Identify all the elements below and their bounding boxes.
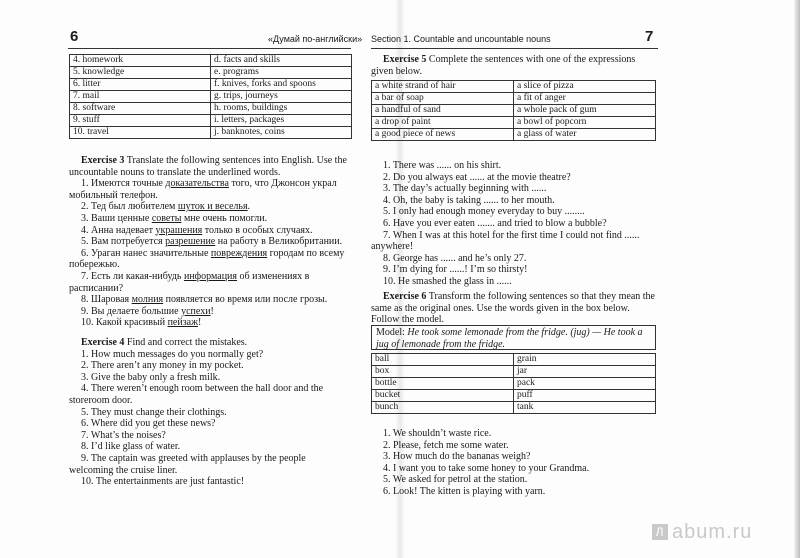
exercise-title: Exercise 6 bbox=[383, 291, 427, 302]
table-row bbox=[372, 81, 656, 93]
table-cell: ball bbox=[372, 354, 514, 366]
table-cell: a whole pack of gum bbox=[514, 105, 656, 117]
list-item: 6. Have you ever eaten ....... and tried to blow a bubble? bbox=[383, 217, 607, 229]
model-label: Model: bbox=[376, 327, 405, 338]
table-row bbox=[372, 354, 656, 366]
exercise-instruction: Complete the sentences with one of the expressions given below. bbox=[371, 54, 636, 77]
underlined-word: доказательства bbox=[165, 178, 229, 190]
watermark bbox=[652, 521, 752, 544]
exercise-title: Exercise 3 bbox=[81, 155, 125, 166]
table-row bbox=[372, 366, 656, 378]
table-cell: g. trips, journeys bbox=[211, 91, 352, 103]
sentence-text: 9. Вы делаете большие bbox=[81, 305, 182, 317]
running-head: Section 1. Countable and uncountable nouns bbox=[371, 34, 551, 44]
watermark-badge: Л bbox=[652, 524, 668, 540]
table-row bbox=[70, 55, 352, 67]
exercise-instruction: Transform the following sentences so that they mean the same as the original ones. Use the words given in the box below. Follow the model. bbox=[371, 291, 655, 326]
table-cell: jar bbox=[514, 366, 656, 378]
model-box bbox=[371, 325, 656, 350]
underlined-word: разрешение bbox=[165, 236, 216, 248]
table-row bbox=[70, 115, 352, 127]
exercise-instruction: Translate the following sentences into English. Use the uncountable nouns to translate the underlined words. bbox=[69, 155, 347, 178]
list-item bbox=[69, 225, 352, 237]
table-cell: bucket bbox=[372, 390, 514, 402]
sentence-text: только в особых случаях. bbox=[202, 224, 313, 236]
sentence-text: появляется во время или после грозы. bbox=[163, 294, 328, 306]
table-cell: a slice of pizza bbox=[514, 81, 656, 93]
table-cell: i. letters, packages bbox=[211, 115, 352, 127]
table-row bbox=[372, 105, 656, 117]
table-cell: 5. knowledge bbox=[70, 67, 211, 79]
table-cell: grain bbox=[514, 354, 656, 366]
table-row bbox=[70, 79, 352, 91]
table-cell: a handful of sand bbox=[372, 105, 514, 117]
sentence-text: 4. Анна надевает bbox=[81, 224, 156, 236]
table-cell: a good piece of news bbox=[372, 129, 514, 141]
list-item: 6. Where did you get these news? bbox=[81, 418, 216, 430]
table-cell: a drop of paint bbox=[372, 117, 514, 129]
list-item bbox=[69, 306, 352, 318]
sentence-text: 3. Ваши ценные bbox=[81, 212, 152, 224]
list-item: 4. Oh, the baby is taking ...... to her mouth. bbox=[383, 194, 555, 206]
list-item: 9. I’m dying for ......! I’m so thirsty! bbox=[383, 264, 528, 276]
sentence-text: об изменениях в расписании? bbox=[69, 270, 310, 294]
table-cell: box bbox=[372, 366, 514, 378]
table-cell: tank bbox=[514, 402, 656, 414]
page-number: 7 bbox=[645, 28, 654, 45]
page-number: 6 bbox=[70, 28, 79, 45]
list-item bbox=[69, 201, 352, 213]
underlined-word: молния bbox=[131, 294, 164, 306]
sentence-text: 1. Имеются точные bbox=[81, 178, 166, 190]
list-item: 8. I’d like glass of water. bbox=[81, 441, 181, 453]
sentence-text: 6. Ураган нанес значительные bbox=[81, 247, 211, 259]
list-item: 2. Please, fetch me some water. bbox=[383, 439, 509, 451]
list-item: 1. We shouldn’t waste rice. bbox=[383, 428, 492, 439]
list-item: 3. How much do the bananas weigh? bbox=[383, 451, 531, 463]
table-cell: a fit of anger bbox=[514, 93, 656, 105]
table-row bbox=[372, 402, 656, 414]
table-cell: f. knives, forks and spoons bbox=[211, 79, 352, 91]
underlined-word: повреждения bbox=[210, 247, 268, 259]
exercise-instruction: Find and correct the mistakes. bbox=[124, 337, 248, 348]
list-item bbox=[69, 248, 352, 271]
table-row bbox=[70, 127, 352, 139]
list-item: 1. How much messages do you normally get? bbox=[81, 348, 264, 360]
table-row bbox=[372, 117, 656, 129]
list-item bbox=[69, 294, 352, 306]
underlined-word: успехи bbox=[181, 305, 211, 317]
underlined-word: шуток и веселья bbox=[177, 201, 248, 213]
table-cell: 7. mail bbox=[70, 91, 211, 103]
list-item bbox=[69, 236, 352, 248]
sentence-text: 8. Шаровая bbox=[81, 294, 132, 306]
sentence-text: 7. Есть ли какая-нибудь bbox=[81, 270, 184, 282]
table-cell: h. rooms, buildings bbox=[211, 103, 352, 115]
underlined-word: информация bbox=[183, 270, 238, 282]
table-row bbox=[70, 67, 352, 79]
list-item: 4. I want you to take some honey to your Grandma. bbox=[383, 462, 590, 474]
list-item bbox=[69, 317, 352, 329]
table-cell: 6. litter bbox=[70, 79, 211, 91]
sentence-text: 5. Вам потребуется bbox=[81, 236, 166, 248]
watermark-text: abum.ru bbox=[672, 521, 753, 543]
sentence-text: того, что Джонсон украл мобильный телефон. bbox=[69, 178, 337, 201]
underlined-word: украшения bbox=[155, 224, 203, 236]
table-cell: a bowl of popcorn bbox=[514, 117, 656, 129]
underlined-word: пейзаж bbox=[167, 317, 199, 329]
table-cell: 8. software bbox=[70, 103, 211, 115]
table-cell: pack bbox=[514, 378, 656, 390]
table-cell: a bar of soap bbox=[372, 93, 514, 105]
underlined-word: советы bbox=[151, 212, 182, 224]
list-item: 3. The day’s actually beginning with ...... bbox=[383, 183, 547, 195]
sentence-text: 2. Тед был любителем bbox=[81, 201, 178, 213]
header-rule bbox=[371, 48, 658, 49]
list-item: 8. George has ...... and he’s only 27. bbox=[383, 252, 527, 264]
list-item bbox=[69, 213, 352, 225]
table-cell: bunch bbox=[372, 402, 514, 414]
table-cell: puff bbox=[514, 390, 656, 402]
sentence-text: городам по всему побережью. bbox=[69, 247, 345, 271]
exercise-title: Exercise 4 bbox=[81, 337, 125, 348]
list-item: 2. Do you always eat ...... at the movie theatre? bbox=[383, 171, 571, 183]
words-table bbox=[371, 353, 656, 414]
list-item: 3. Give the baby only a fresh milk. bbox=[81, 371, 221, 383]
list-item bbox=[69, 178, 352, 201]
list-item: 6. Look! The kitten is playing with yarn. bbox=[383, 485, 546, 497]
list-item bbox=[69, 271, 352, 294]
list-item: 9. The captain was greeted with applauses by the people welcoming the cruise liner. bbox=[69, 452, 306, 476]
table-cell: a white strand of hair bbox=[372, 81, 514, 93]
table-row bbox=[372, 390, 656, 402]
table-cell: e. programs bbox=[211, 67, 352, 79]
exercise-3 bbox=[69, 155, 352, 329]
table-row bbox=[372, 378, 656, 390]
table-row bbox=[70, 91, 352, 103]
list-item: 5. They must change their clothings. bbox=[81, 406, 227, 418]
list-item: 1. There was ...... on his shirt. bbox=[383, 160, 502, 171]
exercise-6-sentences bbox=[371, 428, 656, 498]
table-cell: 9. stuff bbox=[70, 115, 211, 127]
header-rule bbox=[68, 48, 351, 49]
list-item: 2. There aren’t any money in my pocket. bbox=[81, 360, 244, 372]
sentence-text: мне очень помогли. bbox=[181, 212, 268, 224]
sentence-text: на работу в Великобритании. bbox=[215, 236, 343, 248]
table-cell: 10. travel bbox=[70, 127, 211, 139]
list-item: 5. I only had enough money everyday to buy ........ bbox=[383, 206, 585, 218]
running-head: «Думай по-английски» bbox=[268, 34, 363, 44]
table-row bbox=[372, 93, 656, 105]
model-text: He took some lemonade from the fridge. (jug) — He took a jug of lemonade from the fridge. bbox=[376, 327, 643, 350]
exercise-4 bbox=[69, 337, 352, 488]
sentence-text: ! bbox=[198, 317, 202, 329]
table-row bbox=[70, 103, 352, 115]
list-item: 10. The entertainments are just fantastic! bbox=[81, 476, 245, 488]
sentence-text: . bbox=[247, 201, 251, 213]
table-row bbox=[372, 129, 656, 141]
exercise-5-sentences bbox=[371, 160, 656, 288]
expressions-table bbox=[371, 80, 656, 141]
exercise-6-intro bbox=[371, 291, 656, 326]
list-item: 7. When I was at this hotel for the first time I could not find ...... anywhere! bbox=[371, 229, 640, 253]
sentence-text: 10. Какой красивый bbox=[81, 317, 168, 329]
list-item: 10. He smashed the glass in ...... bbox=[383, 275, 512, 287]
sentence-text: ! bbox=[210, 305, 214, 317]
list-item: 7. What’s the noises? bbox=[81, 429, 166, 441]
table-cell: d. facts and skills bbox=[211, 55, 352, 67]
list-item: 4. There weren’t enough room between the hall door and the storeroom door. bbox=[69, 383, 324, 406]
table-cell: 4. homework bbox=[70, 55, 211, 67]
table-cell: a glass of water bbox=[514, 129, 656, 141]
matching-table bbox=[69, 54, 352, 139]
list-item: 5. We asked for petrol at the station. bbox=[383, 474, 528, 486]
exercise-5-intro bbox=[371, 54, 656, 77]
exercise-title: Exercise 5 bbox=[383, 54, 427, 65]
table-cell: j. banknotes, coins bbox=[211, 127, 352, 139]
table-cell: bottle bbox=[372, 378, 514, 390]
